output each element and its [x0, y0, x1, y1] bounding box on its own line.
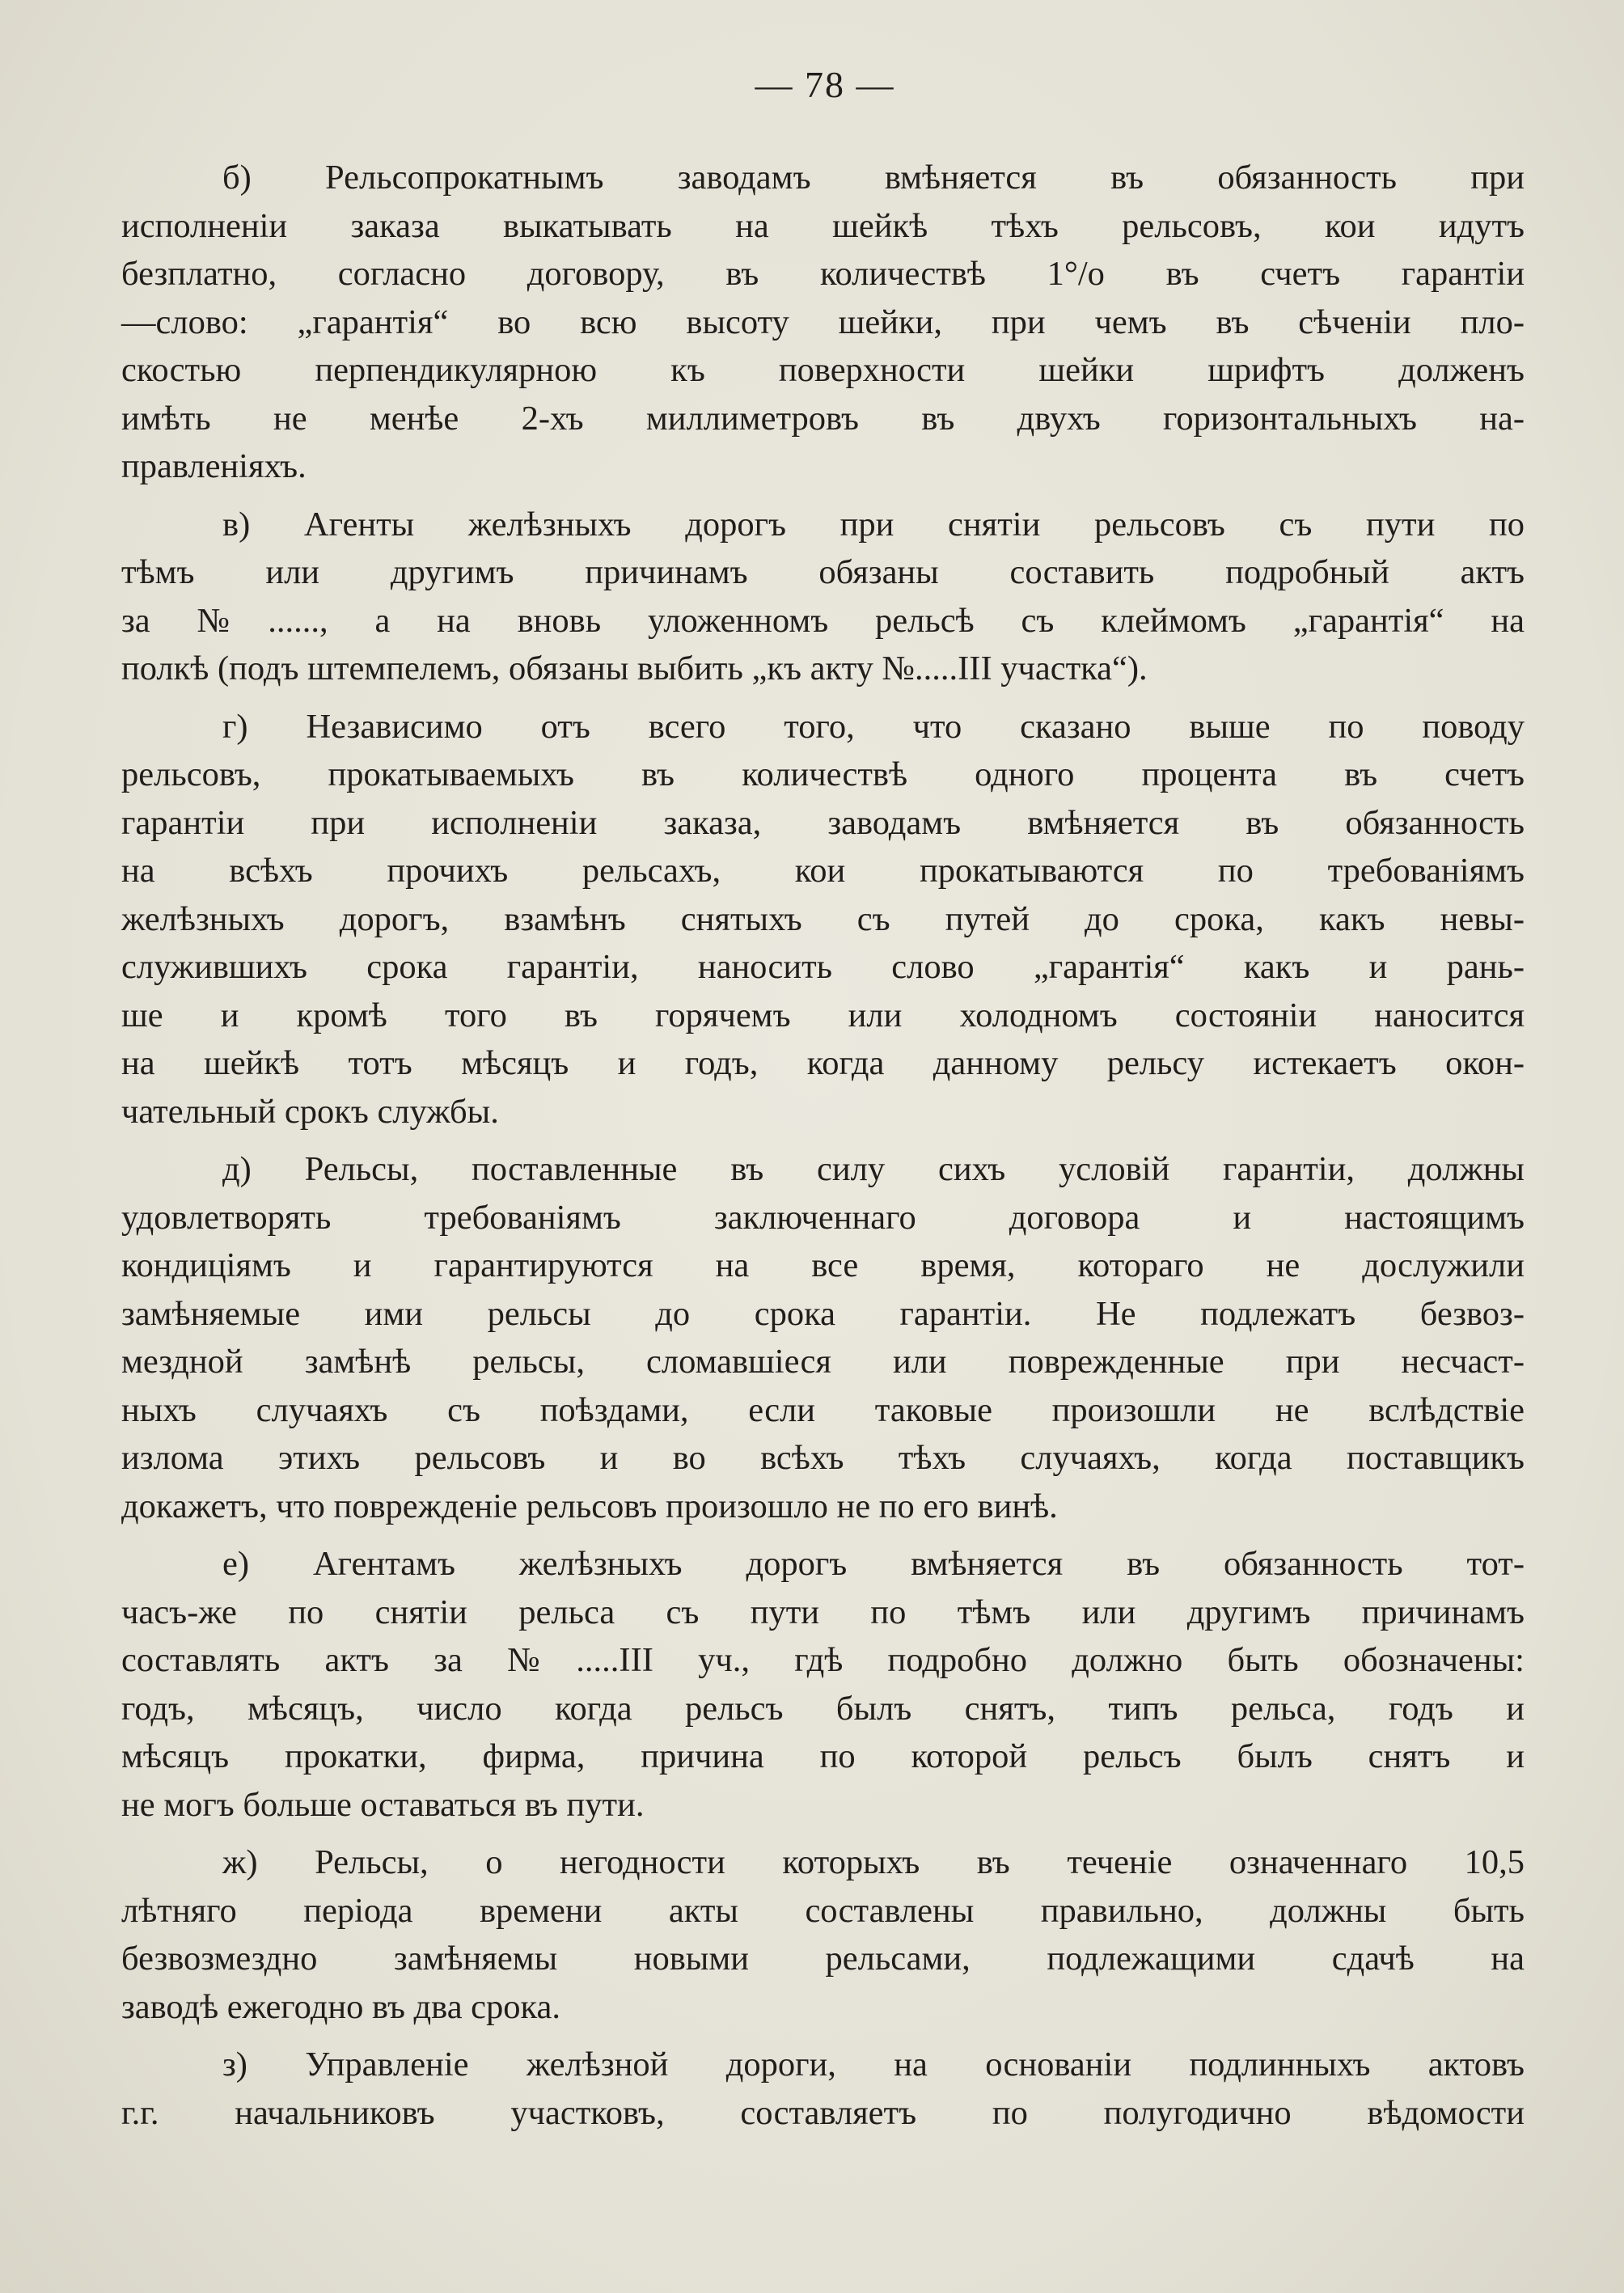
text-line: излома этихъ рельсовъ и во всѣхъ тѣхъ случаяхъ, когда поставщикъ	[121, 1439, 1525, 1477]
text-line: не могъ больше оставаться въ пути.	[121, 1785, 645, 1824]
text-line: ныхъ случаяхъ съ поѣздами, если таковые произошли не вслѣдствіе	[121, 1390, 1525, 1429]
text-line: служившихъ срока гарантіи, наносить слово „гарантія“ какъ и рань-	[121, 948, 1525, 986]
text-line: имѣть не менѣе 2-хъ миллиметровъ въ двухъ горизонтальныхъ на-	[121, 399, 1525, 438]
text-line: чательный срокъ службы.	[121, 1092, 499, 1131]
page-number: — 78 —	[755, 64, 895, 105]
text-line: г) Независимо отъ всего того, что сказано выше по поводу	[222, 707, 1525, 746]
text-line: ше и кромѣ того въ горячемъ или холодномъ состояніи наносится	[121, 996, 1525, 1034]
page-body	[121, 154, 1525, 2147]
text-line: желѣзныхъ дорогъ, взамѣнъ снятыхъ съ путей до срока, какъ невы-	[121, 899, 1525, 938]
text-line: з) Управленіе желѣзной дороги, на основаніи подлинныхъ актовъ	[222, 2046, 1525, 2084]
paragraph-zh	[121, 1838, 1525, 2031]
text-line: на всѣхъ прочихъ рельсахъ, кои прокатываются по требованіямъ	[121, 852, 1525, 890]
text-line: рельсовъ, прокатываемыхъ въ количествѣ одного процента въ счетъ	[121, 755, 1525, 793]
text-line: —слово: „гарантія“ во всю высоту шейки, при чемъ въ сѣченіи пло-	[121, 302, 1525, 341]
text-line: составлять актъ за №.....III уч., гдѣ подробно должно быть обозначены:	[121, 1641, 1525, 1679]
text-line: исполненіи заказа выкатывать на шейкѣ тѣхъ рельсовъ, кои идутъ	[121, 206, 1525, 245]
text-line: тѣмъ или другимъ причинамъ обязаны составить подробный актъ	[121, 553, 1525, 591]
text-line: полкѣ (подъ штемпелемъ, обязаны выбить „къ акту №.....III участка“).	[121, 649, 1148, 687]
paragraph-v	[121, 501, 1525, 693]
text-line: годъ, мѣсяцъ, число когда рельсъ былъ снятъ, типъ рельса, годъ и	[121, 1689, 1525, 1728]
text-line: заводѣ ежегодно въ два срока.	[121, 1987, 561, 2026]
text-line: лѣтняго періода времени акты составлены правильно, должны быть	[121, 1891, 1525, 1930]
paragraph-d	[121, 1145, 1525, 1530]
text-line: г.г. начальниковъ участковъ, составляетъ по полугодично вѣдомости	[121, 2093, 1525, 2132]
text-line: е) Агентамъ желѣзныхъ дорогъ вмѣняется въ обязанность тот-	[222, 1545, 1525, 1583]
paragraph-g	[121, 703, 1525, 1136]
paragraph-z	[121, 2041, 1525, 2137]
text-line: мѣсяцъ прокатки, фирма, причина по которой рельсъ былъ снятъ и	[121, 1737, 1525, 1775]
paragraph-e	[121, 1540, 1525, 1829]
paragraph-b	[121, 154, 1525, 491]
text-line: часъ-же по снятіи рельса съ пути по тѣмъ или другимъ причинамъ	[121, 1593, 1525, 1631]
text-line: докажетъ, что поврежденіе рельсовъ произошло не по его винѣ.	[121, 1487, 1058, 1525]
text-line: безплатно, согласно договору, въ количествѣ 1°/о въ счетъ гарантіи	[121, 255, 1525, 293]
text-line: мездной замѣнѣ рельсы, сломавшіеся или поврежденные при несчаст-	[121, 1343, 1525, 1381]
text-line: гарантіи при исполненіи заказа, заводамъ вмѣняется въ обязанность	[121, 803, 1525, 842]
text-line: б) Рельсопрокатнымъ заводамъ вмѣняется въ обязанность при	[222, 159, 1525, 197]
text-line: правленіяхъ.	[121, 447, 307, 485]
text-line: за №......, а на вновь уложенномъ рельсѣ съ клеймомъ „гарантія“ на	[121, 601, 1525, 640]
text-line: скостью перпендикулярною къ поверхности шейки шрифтъ долженъ	[121, 351, 1525, 389]
text-line: д) Рельсы, поставленные въ силу сихъ условій гарантіи, должны	[222, 1150, 1525, 1188]
text-line: кондиціямъ и гарантируются на все время, котораго не дослужили	[121, 1246, 1525, 1284]
text-line: замѣняемые ими рельсы до срока гарантіи. Не подлежатъ безвоз-	[121, 1294, 1525, 1333]
text-line: безвозмездно замѣняемы новыми рельсами, подлежащими сдачѣ на	[121, 1940, 1525, 1978]
text-line: ж) Рельсы, о негодности которыхъ въ теченіе означеннаго 10,5	[222, 1843, 1525, 1881]
text-line: на шейкѣ тотъ мѣсяцъ и годъ, когда данному рельсу истекаетъ окон-	[121, 1044, 1525, 1082]
text-line: удовлетворять требованіямъ заключеннаго договора и настоящимъ	[121, 1198, 1525, 1237]
text-line: в) Агенты желѣзныхъ дорогъ при снятіи рельсовъ съ пути по	[222, 505, 1525, 544]
